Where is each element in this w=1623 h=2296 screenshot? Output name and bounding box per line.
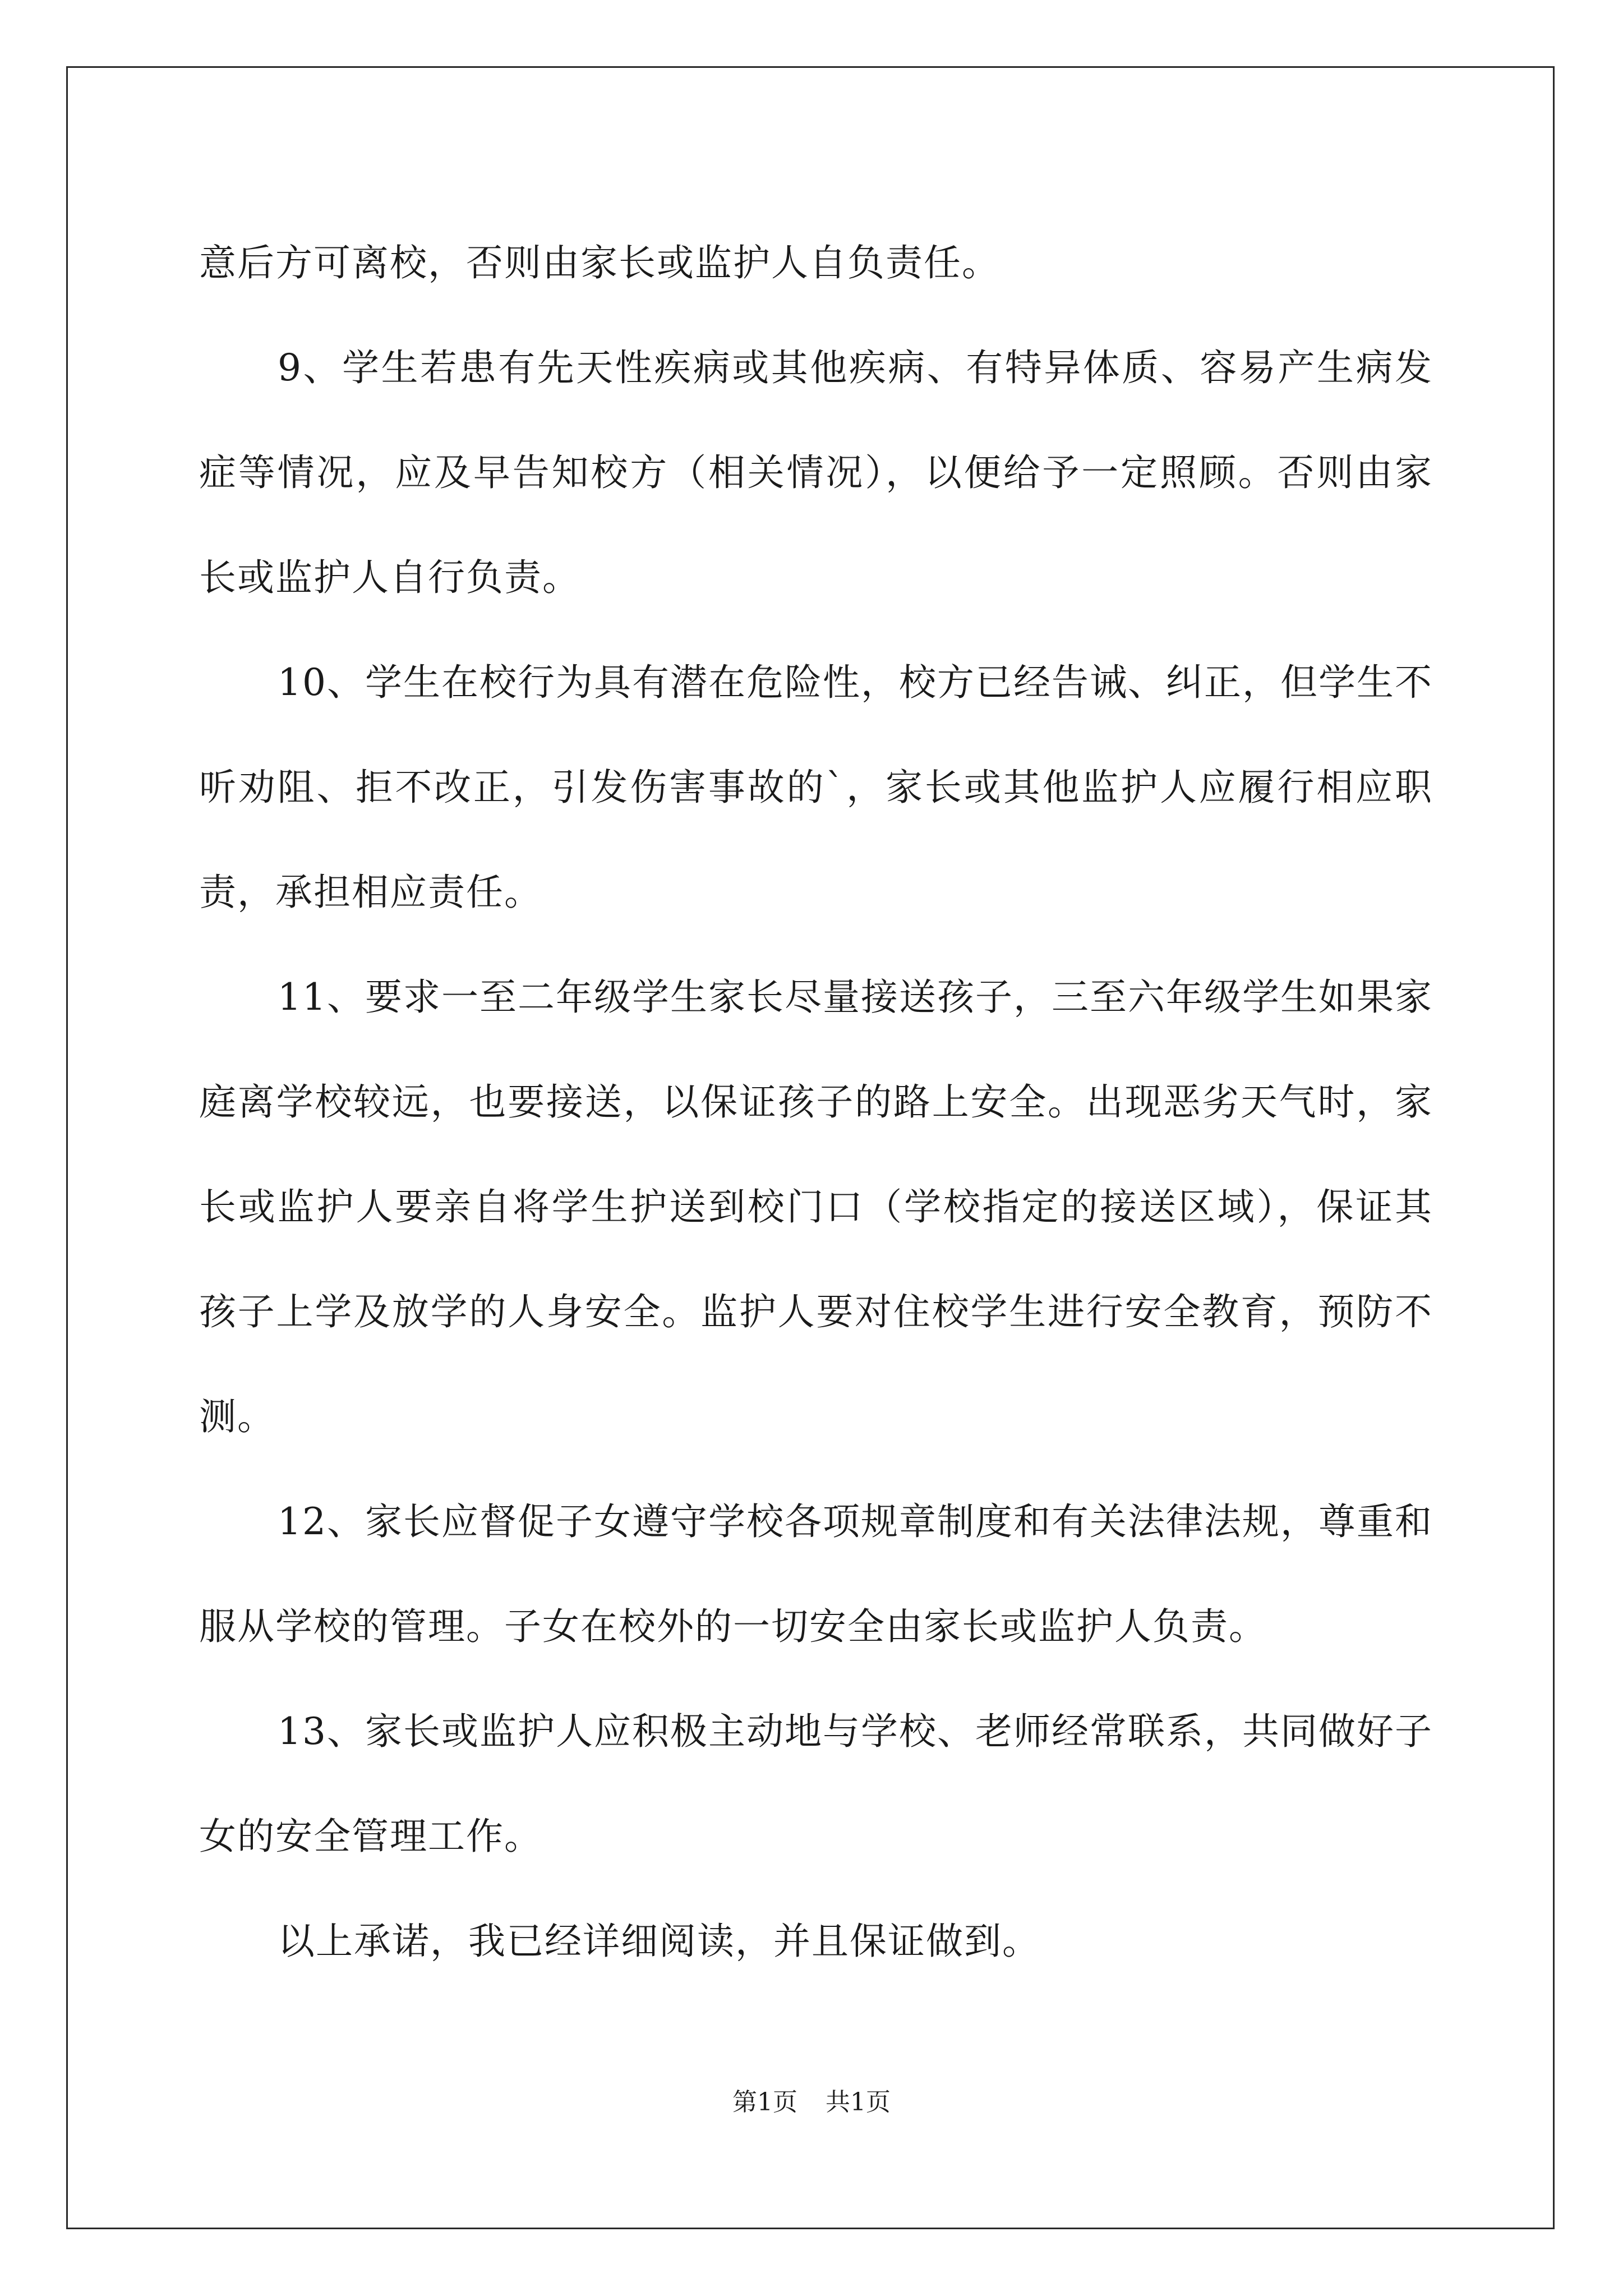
document-body xyxy=(199,210,1433,1994)
page-number-current: 第1页 xyxy=(732,2088,797,2116)
paragraph-continuation: 意后方可离校，否则由家长或监护人自负责任。 xyxy=(199,241,1000,284)
paragraph-item-13: 13、家长或监护人应积极主动地与学校、老师经常联系，共同做好子女的安全管理工作。 xyxy=(199,1710,1433,1858)
paragraph-item-10: 10、学生在校行为具有潜在危险性，校方已经告诫、纠正，但学生不听劝阻、拒不改正，引发伤害事故的`，家长或其他监护人应履行相应职责，承担相应责任。 xyxy=(199,661,1433,914)
page-footer xyxy=(0,2086,1623,2119)
paragraph-item-9: 9、学生若患有先天性疾病或其他疾病、有特异体质、容易产生病发症等情况，应及早告知校方（相关情况），以便给予一定照顾。否则由家长或监护人自行负责。 xyxy=(199,346,1433,599)
paragraph-item-11: 11、要求一至二年级学生家长尽量接送孩子，三至六年级学生如果家庭离学校较远，也要接送，以保证孩子的路上安全。出现恶劣天气时，家长或监护人要亲自将学生护送到校门口（学校指定的接送区域），保证其孩子上学及放学的人身安全。监护人要对住校学生进行安全教育，预防不测。 xyxy=(199,976,1433,1438)
page-number-total: 共1页 xyxy=(826,2088,891,2116)
paragraph-item-12: 12、家长应督促子女遵守学校各项规章制度和有关法律法规，尊重和服从学校的管理。子女在校外的一切安全由家长或监护人负责。 xyxy=(199,1500,1433,1648)
paragraph-closing-statement: 以上承诺，我已经详细阅读，并且保证做到。 xyxy=(278,1920,1040,1963)
